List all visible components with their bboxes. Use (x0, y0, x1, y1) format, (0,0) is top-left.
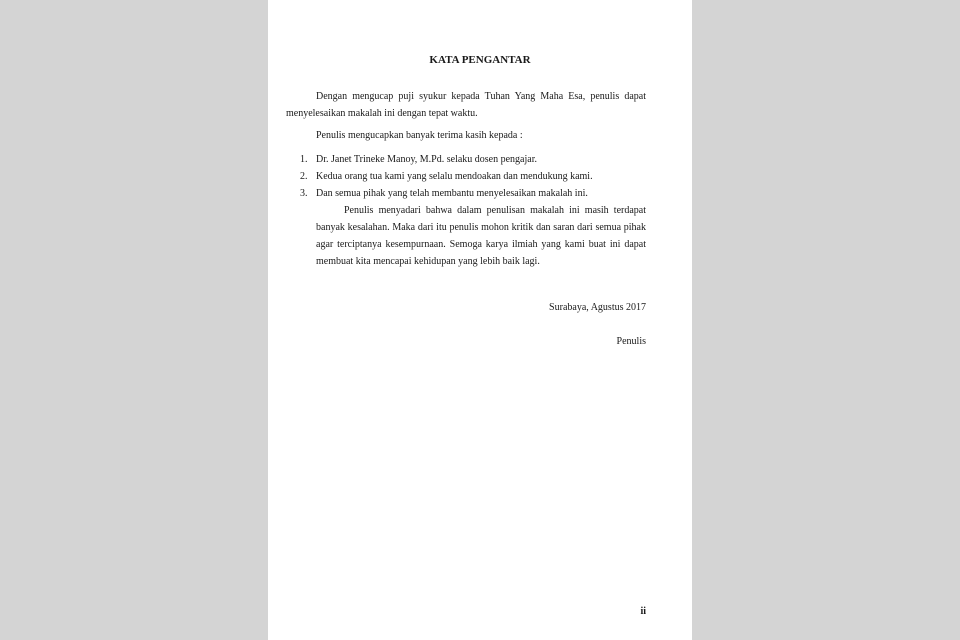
list-item-text: Kedua orang tua kami yang selalu mendoakan dan mendukung kami. (316, 171, 593, 182)
document-page (268, 0, 692, 640)
thanks-list (286, 151, 646, 202)
thanks-intro-paragraph: Penulis mengucapkan banyak terima kasih kepada : (316, 130, 523, 141)
page-title: KATA PENGANTAR (429, 54, 531, 66)
list-item (286, 168, 646, 185)
author-signature: Penulis (616, 336, 646, 347)
list-item (286, 151, 646, 168)
page-number: ii (640, 606, 646, 617)
list-item-text: Dan semua pihak yang telah membantu menyelesaikan makalah ini. (316, 188, 588, 199)
list-item-number: 2. (300, 171, 308, 182)
closing-paragraph: Penulis menyadari bahwa dalam penulisan makalah ini masih terdapat banyak kesalahan. Maka dari itu penulis mohon kritik dan saran dari semua pihak agar terciptanya kesempurnaan. Semoga karya ilmiah yang kami buat ini dapat membuat kita mencapai kehidupan yang lebih baik lagi. (316, 205, 646, 267)
opening-paragraph: Dengan mengucap puji syukur kepada Tuhan Yang Maha Esa, penulis dapat menyelesaikan makalah ini dengan tepat waktu. (286, 91, 646, 119)
place-date: Surabaya, Agustus 2017 (549, 302, 646, 313)
list-item-number: 1. (300, 154, 308, 165)
list-item-text: Dr. Janet Trineke Manoy, M.Pd. selaku dosen pengajar. (316, 154, 537, 165)
list-item (286, 185, 646, 202)
list-item-number: 3. (300, 188, 308, 199)
